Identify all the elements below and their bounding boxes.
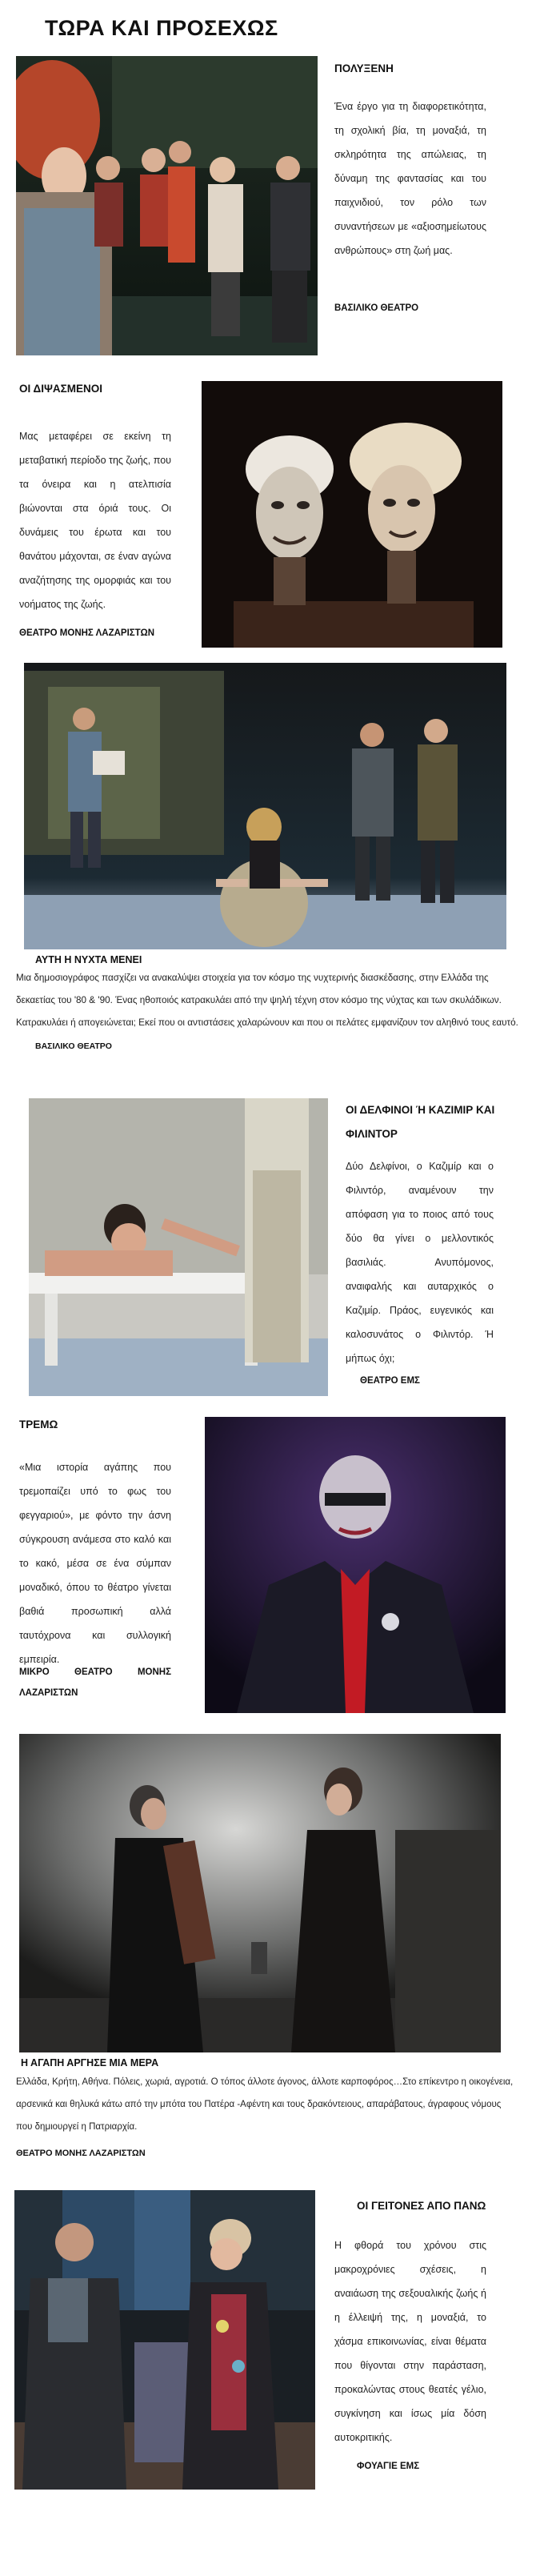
show-description: Η φθορά του χρόνου στις μακροχρόνιες σχέσεις, η αναιάωση της σεξουαλικής ζωής ή η έλλειψή της, η μοναξιά, το χάσμα επικοινωνίας, είναι θέματα που θίγονται στην παράσταση, προκαλώντας στους θεατές γέλιο, συγκίνηση και ίσως μία δόση αυτοκριτικής. bbox=[334, 2240, 486, 2443]
show-venue: ΒΑΣΙΛΙΚΟ ΘΕΑΤΡΟ bbox=[334, 303, 419, 313]
show-photo-dipsasmenoi bbox=[202, 381, 502, 648]
show-photo-tremo bbox=[205, 1417, 506, 1713]
show-venue: ΘΕΑΤΡΟ ΕΜΣ bbox=[360, 1376, 420, 1386]
show-photo-geitones bbox=[14, 2190, 315, 2490]
show-title: Η ΑΓΑΠΗ ΑΡΓΗΣΕ ΜΙΑ ΜΕΡΑ bbox=[21, 2057, 159, 2068]
show-photo-delfinoi bbox=[29, 1098, 328, 1396]
show-description: Δύο Δελφίνοι, ο Καζιμίρ και ο Φιλιντόρ, αναμένουν την απόφαση για το ποιος από τους δύο θα γίνει ο μελλοντικός βασιλιάς. Ανυπόμονος, αναιφαλής και αυταρχικός ο Καζιμίρ. Πράος, ευγενικός και καλοσυνάτος ο Φιλιντόρ. Ή μήπως όχι; bbox=[346, 1161, 494, 1364]
show-venue: ΦΟΥΑΓΙΕ ΕΜΣ bbox=[357, 2462, 420, 2471]
show-venue: ΘΕΑΤΡΟ ΜΟΝΗΣ ΛΑΖΑΡΙΣΤΩΝ bbox=[19, 628, 155, 638]
show-title: ΠΟΛΥΞΕΝΗ bbox=[334, 62, 394, 74]
show-photo-agapi bbox=[19, 1734, 501, 2052]
show-description: Ένα έργο για τη διαφορετικότητα, τη σχολική βία, τη μοναξιά, τη σκληρότητα της απώλειας, τη δύναμη της φαντασίας και του παιχνιδιού, τον ρόλο των συναντήσεων με «αξιοσημείωτους ανθρώπους» στη ζωή μας. bbox=[334, 101, 486, 256]
page-title: ΤΩΡΑ ΚΑΙ ΠΡΟΣΕΧΩΣ bbox=[45, 16, 278, 40]
show-venue: ΒΑΣΙΛΙΚΟ ΘΕΑΤΡΟ bbox=[35, 1041, 112, 1051]
show-description: Μια δημοσιογράφος πασχίζει να ανακαλύψει στοιχεία για τον κόσμο της νυχτερινής διασκέδασης, στην Ελλάδα της δεκαετίας του '80 & '90. Ένας ηθοποιός κατρακυλάει από την ψηλή τέχνη στον κόσμο της νύχτας και των σκυλάδικων. Κατρακυλάει ή απογειώνεται; Εκεί που οι αντιστάσεις χαλαρώνουν και που οι πελάτες εμφανίζουν τον αληθινό τους εαυτό. bbox=[16, 973, 518, 1028]
show-photo-afti-i-nyxta bbox=[24, 663, 506, 949]
show-description: Ελλάδα, Κρήτη, Αθήνα. Πόλεις, χωριά, αγροτιά. Ο τόπος άλλοτε άγονος, άλλοτε καρποφόρος…Στο επίκεντρο η οικογένεια, αρσενικά και θηλυκά κάτω από την μπότα του Πατέρα -Αφέντη και τους δρακόντειους, απαράβατους, άγραφους νόμους που δημιουργεί η Πατριαρχία. bbox=[16, 2077, 514, 2132]
show-photo-polyxeni bbox=[16, 56, 318, 355]
show-title: ΤΡΕΜΩ bbox=[19, 1418, 58, 1430]
show-title: ΟΙ ΓΕΙΤΟΝΕΣ ΑΠΟ ΠΑΝΩ bbox=[357, 2200, 486, 2212]
show-venue: ΘΕΑΤΡΟ ΜΟΝΗΣ ΛΑΖΑΡΙΣΤΩΝ bbox=[16, 2149, 146, 2158]
show-title: ΟΙ ΔΕΛΦΙΝΟΙ Ή ΚΑΖΙΜΙΡ ΚΑΙ ΦΙΛΙΝΤΟΡ bbox=[346, 1104, 495, 1140]
show-title: ΟΙ ΔΙΨΑΣΜΕΝΟΙ bbox=[19, 383, 102, 395]
show-venue: ΜΙΚΡΟ ΘΕΑΤΡΟ ΜΟΝΗΣ ΛΑΖΑΡΙΣΤΩΝ bbox=[19, 1667, 171, 1698]
show-description: Μας μεταφέρει σε εκείνη τη μεταβατική περίοδο της ζωής, που τα όνειρα και η ατελπισία βιώνονται στα όριά τους. Οι δυνάμεις του έρωτα και του θανάτου μάχονται, σε έναν αγώνα αναζήτησης της ομορφιάς και του νοήματος της ζωής. bbox=[19, 431, 171, 610]
show-description: «Μια ιστορία αγάπης που τρεμοπαίζει υπό το φως του φεγγαριού», με φόντο την άσνη σύγκρουση ανάμεσα στο καλό και το κακό, μέσα σε ένα σύμπαν μοναδικό, όπου το θέατρο γίνεται βαθιά προσωπική αλλά ταυτόχρονα και συλλογική εμπειρία. bbox=[19, 1462, 171, 1665]
show-title: ΑΥΤΗ Η ΝΥΧΤΑ ΜΕΝΕΙ bbox=[35, 954, 142, 965]
